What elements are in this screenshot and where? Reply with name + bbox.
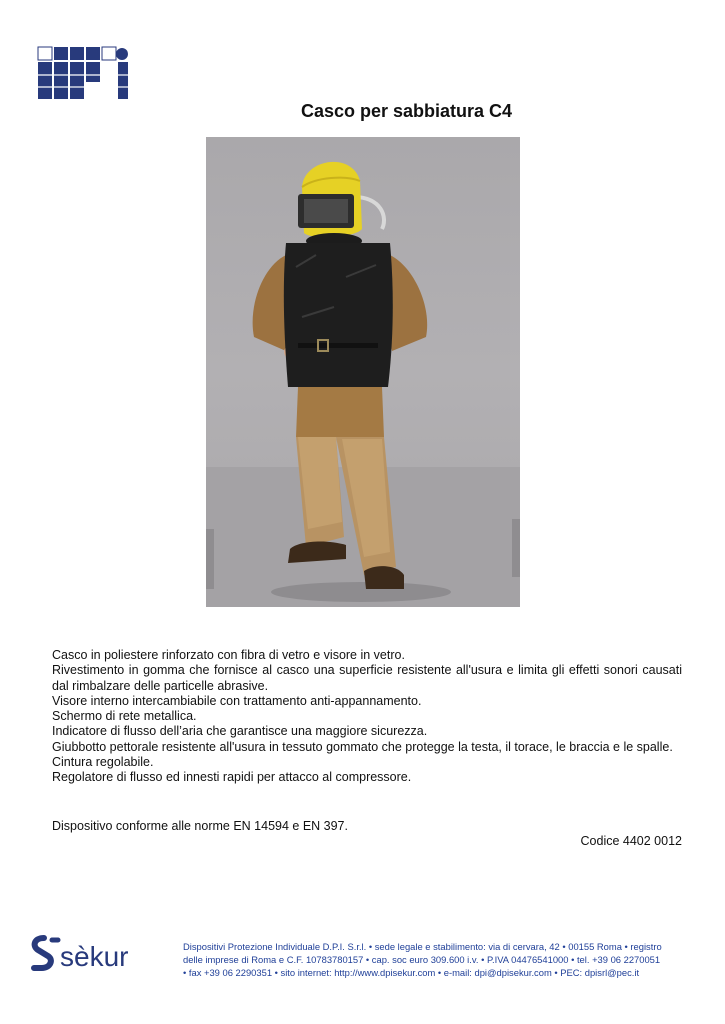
dpi-logo-icon [36,45,130,101]
description-line: Rivestimento in gomma che fornisce al casco una superficie resistente all'usura e limita gli effetti sonori causati dal rimbalzare delle particelle abrasive. [52,663,682,693]
description-line: Regolatore di flusso ed innesti rapidi per attacco al compressore. [52,770,412,785]
footer-line: • fax +39 06 2290351 • sito internet: http://www.dpisekur.com • e-mail: dpi@dpisekur.com • PEC: dpisrl@pec.it [183,967,640,978]
description-line: Giubbotto pettorale resistente all'usura in tessuto gommato che protegge la testa, il torace, le braccia e le spalle. [52,739,673,754]
product-description [52,648,682,786]
sandblasting-helmet-photo-icon [206,137,520,607]
description-line: Indicatore di flusso dell’aria che garantisce una maggiore sicurezza. [52,724,428,739]
description-line: Casco in poliestere rinforzato con fibra di vetro e visore in vetro. [52,648,405,662]
description-line: Visore interno intercambiabile con trattamento anti-appannamento. [52,693,422,708]
description-line: Cintura regolabile. [52,755,154,770]
footer-line: Dispositivi Protezione Individuale D.P.I. S.r.l. • sede legale e stabilimento: via di cervara, 42 • 00155 Roma • registro [183,941,662,952]
sekur-logo-icon [30,934,142,974]
product-code: Codice 4402 0012 [580,834,682,848]
page-title: Casco per sabbiatura C4 [300,101,513,121]
company-footer [183,940,688,979]
description-line: Schermo di rete metallica. [52,709,197,724]
sekur-brand-name: sèkur [60,941,129,972]
conformity-statement: Dispositivo conforme alle norme EN 14594 e EN 397. [52,819,348,833]
footer-line: delle imprese di Roma e C.F. 10783780157 • cap. soc euro 309.600 i.v. • P.IVA 04476541000 • tel. +39 06 2270051 [183,954,661,965]
